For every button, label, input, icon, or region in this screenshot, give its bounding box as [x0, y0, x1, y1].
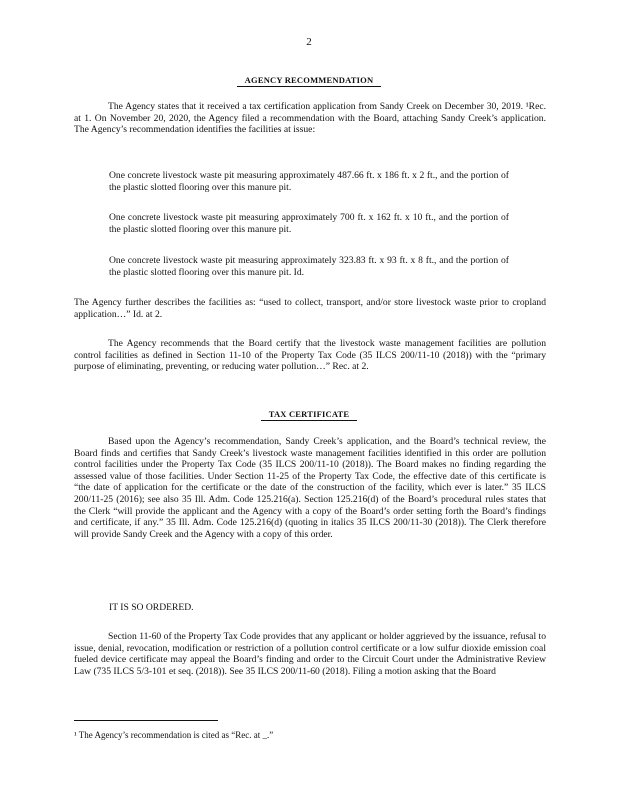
section-heading-agency-recommendation: AGENCY RECOMMENDATION	[0, 75, 618, 85]
facility-item-1: One concrete livestock waste pit measuring approximately 487.66 ft. x 186 ft. x 2 ft., and the portion of the plastic slotted flooring over this manure pit.	[109, 170, 509, 193]
paragraph-appeal-rights: Section 11-60 of the Property Tax Code provides that any applicant or holder aggrieved by the issuance, refusal to issue, denial, revocation, modification or restriction of a pollution control certificate or a low sulfur dioxide emission coal fueled device certificate may appeal the Board’s finding and order to the Circuit Court under the Administrative Review Law (735 ILCS 5/3-101 et seq. (2018)). See 35 ILCS 200/11-60 (2018). Filing a motion asking that the Board	[74, 631, 546, 677]
section-heading-tax-certificate: TAX CERTIFICATE	[0, 409, 618, 419]
order-statement: IT IS SO ORDERED.	[109, 602, 194, 613]
page-number: 2	[306, 36, 312, 48]
paragraph-agency-states: The Agency states that it received a tax certification application from Sandy Creek on December 30, 2019. ¹Rec. at 1. On November 20, 2020, the Agency filed a recommendation with the Board, attaching Sandy Creek’s application. The Agency’s recommendation identifies the facilities at issue:	[74, 101, 546, 136]
footnote-1: ¹ The Agency’s recommendation is cited as “Rec. at _.”	[74, 730, 274, 740]
paragraph-tax-certificate: Based upon the Agency’s recommendation, Sandy Creek’s application, and the Board’s technical review, the Board finds and certifies that Sandy Creek’s livestock waste management facilities identified in this order are pollution control facilities under the Property Tax Code (35 ILCS 200/11-10 (2018)). The Board makes no finding regarding the assessed value of those facilities. Under Section 11-25 of the Property Tax Code, the effective date of this certificate is “the date of application for the certificate or the date of the construction of the facility, which ever is later.” 35 ILCS 200/11-25 (2016); see also 35 Ill. Adm. Code 125.216(a). Section 125.216(d) of the Board’s procedural rules states that the Clerk “will provide the applicant and the Agency with a copy of the Board’s order setting forth the Board’s findings and certificate, if any.” 35 Ill. Adm. Code 125.216(d) (quoting in italics 35 ILCS 200/11-30 (2018)). The Clerk therefore will provide Sandy Creek and the Agency with a copy of this order.	[74, 436, 546, 540]
paragraph-facility-description: The Agency further describes the facilities as: “used to collect, transport, and/or store livestock waste prior to cropland application…” Id. at 2.	[74, 297, 546, 320]
facility-item-2: One concrete livestock waste pit measuring approximately 700 ft. x 162 ft. x 10 ft., and the portion of the plastic slotted flooring over this manure pit.	[109, 212, 509, 235]
footnote-divider	[74, 720, 218, 721]
paragraph-agency-recommends: The Agency recommends that the Board certify that the livestock waste management facilities are pollution control facilities as defined in Section 11-10 of the Property Tax Code (35 ILCS 200/11-10 (2018)) with the “primary purpose of eliminating, preventing, or reducing water pollution…” Rec. at 2.	[74, 338, 546, 373]
facility-item-3: One concrete livestock waste pit measuring approximately 323.83 ft. x 93 ft. x 8 ft., and the portion of the plastic slotted flooring over this manure pit. Id.	[109, 255, 509, 278]
